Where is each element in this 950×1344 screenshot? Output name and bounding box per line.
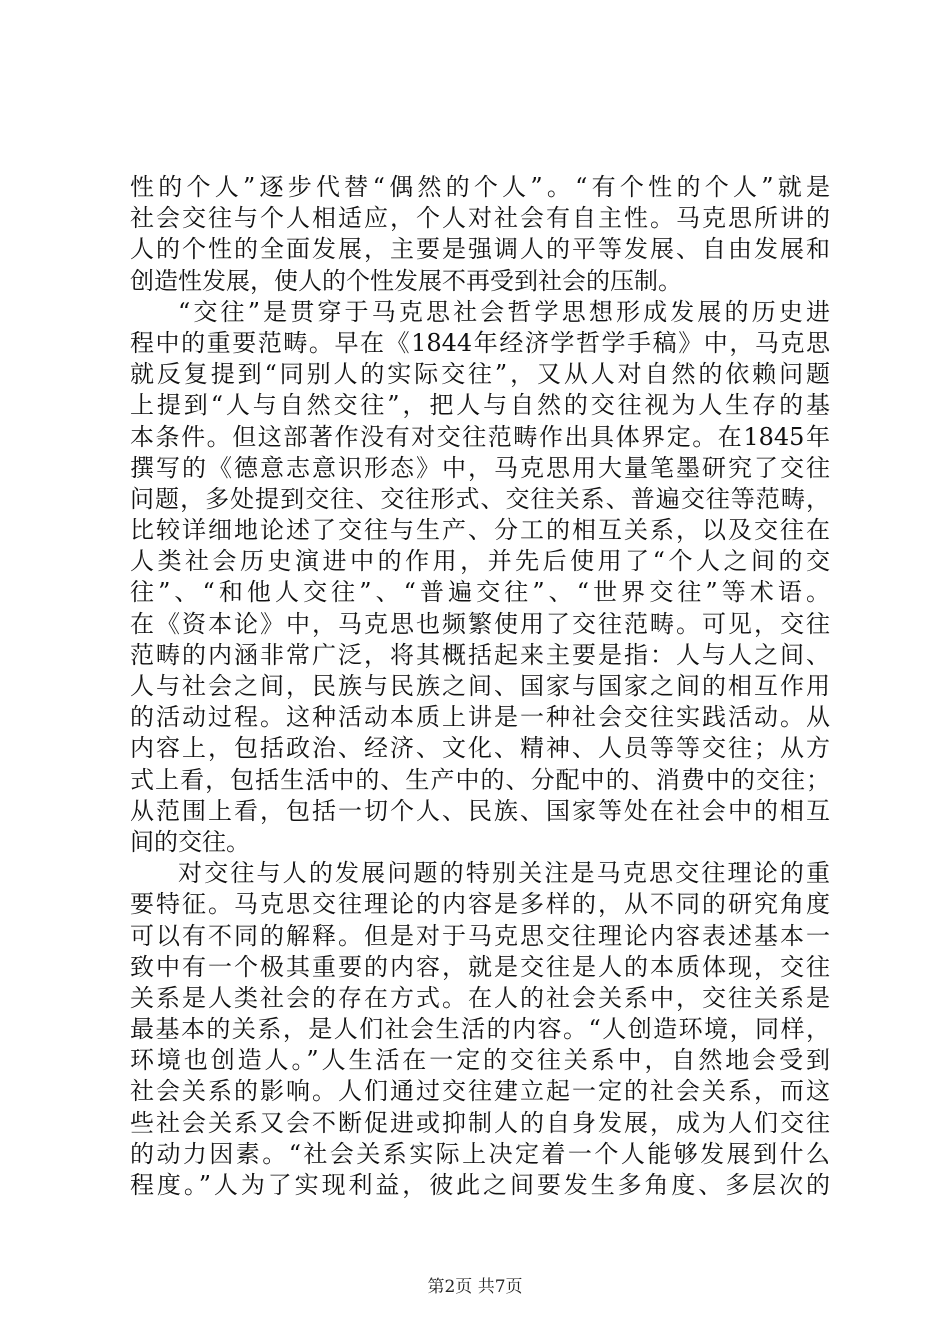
paragraph (130, 297, 830, 858)
page-footer: 第2页 共7页 (427, 1277, 523, 1297)
text-line: 创造性发展，使人的个性发展不再受到社会的压制。 (130, 266, 682, 295)
paragraph (130, 858, 830, 1201)
paragraph (130, 172, 830, 297)
text-line: 社会关系的影响。人们通过交往建立起一定的社会关系，而这 (130, 1077, 830, 1106)
text-line: 上提到“人与自然交往”，把人与自然的交往视为人生存的基 (130, 391, 830, 420)
text-line: 对交往与人的发展问题的特别关注是马克思交往理论的重 (178, 859, 830, 888)
text-line: 些社会关系又会不断促进或抑制人的自身发展，成为人们交往 (130, 1108, 830, 1137)
text-line: 内容上，包括政治、经济、文化、精神、人员等等交往；从方 (130, 734, 830, 763)
text-line: 要特征。马克思交往理论的内容是多样的，从不同的研究角度 (130, 890, 830, 919)
text-line: 式上看，包括生活中的、生产中的、分配中的、消费中的交往； (130, 765, 830, 794)
text-line: 在《资本论》中，马克思也频繁使用了交往范畴。可见，交往 (130, 609, 830, 638)
text-line: 关系是人类社会的存在方式。在人的社会关系中，交往关系是 (130, 983, 830, 1012)
text-line: 可以有不同的解释。但是对于马克思交往理论内容表述基本一 (130, 921, 830, 950)
text-line: 问题，多处提到交往、交往形式、交往关系、普遍交往等范畴， (130, 484, 830, 513)
text-line: 从范围上看，包括一切个人、民族、国家等处在社会中的相互 (130, 796, 830, 825)
text-line: 环境也创造人。”人生活在一定的交往关系中，自然地会受到 (130, 1046, 830, 1075)
body-text (130, 172, 830, 1201)
text-line: 的动力因素。“社会关系实际上决定着一个人能够发展到什么 (130, 1139, 830, 1168)
text-line: 性的个人”逐步代替“偶然的个人”。“有个性的个人”就是 (130, 173, 830, 201)
text-line: 人与社会之间，民族与民族之间、国家与国家之间的相互作用 (130, 672, 830, 700)
text-line: 范畴的内涵非常广泛，将其概括起来主要是指：人与人之间、 (130, 640, 830, 669)
text-line: 程中的重要范畴。早在《1844年经济学哲学手稿》中，马克思 (130, 328, 830, 357)
text-line: 间的交往。 (130, 827, 250, 856)
text-line: 撰写的《德意志意识形态》中，马克思用大量笔墨研究了交往 (130, 453, 830, 482)
text-line: 比较详细地论述了交往与生产、分工的相互关系，以及交往在 (130, 516, 830, 545)
text-line: 就反复提到“同别人的实际交往”，又从人对自然的依赖问题 (130, 360, 830, 389)
text-line: 最基本的关系，是人们社会生活的内容。“人创造环境，同样， (130, 1015, 830, 1044)
text-line: 社会交往与个人相适应，个人对社会有自主性。马克思所讲的 (130, 204, 830, 233)
text-line: 程度。”人为了实现利益，彼此之间要发生多角度、多层次的 (130, 1171, 830, 1199)
text-line: “交往”是贯穿于马克思社会哲学思想形成发展的历史进 (178, 297, 830, 326)
text-line: 人类社会历史演进中的作用，并先后使用了“个人之间的交 (130, 547, 830, 576)
text-line: 的活动过程。这种活动本质上讲是一种社会交往实践活动。从 (130, 703, 830, 732)
text-line: 本条件。但这部著作没有对交往范畴作出具体界定。在1845年 (130, 422, 830, 451)
text-line: 往”、“和他人交往”、“普遍交往”、“世界交往”等术语。 (130, 578, 830, 607)
text-line: 致中有一个极其重要的内容，就是交往是人的本质体现，交往 (130, 952, 830, 981)
text-line: 人的个性的全面发展，主要是强调人的平等发展、自由发展和 (130, 235, 830, 264)
